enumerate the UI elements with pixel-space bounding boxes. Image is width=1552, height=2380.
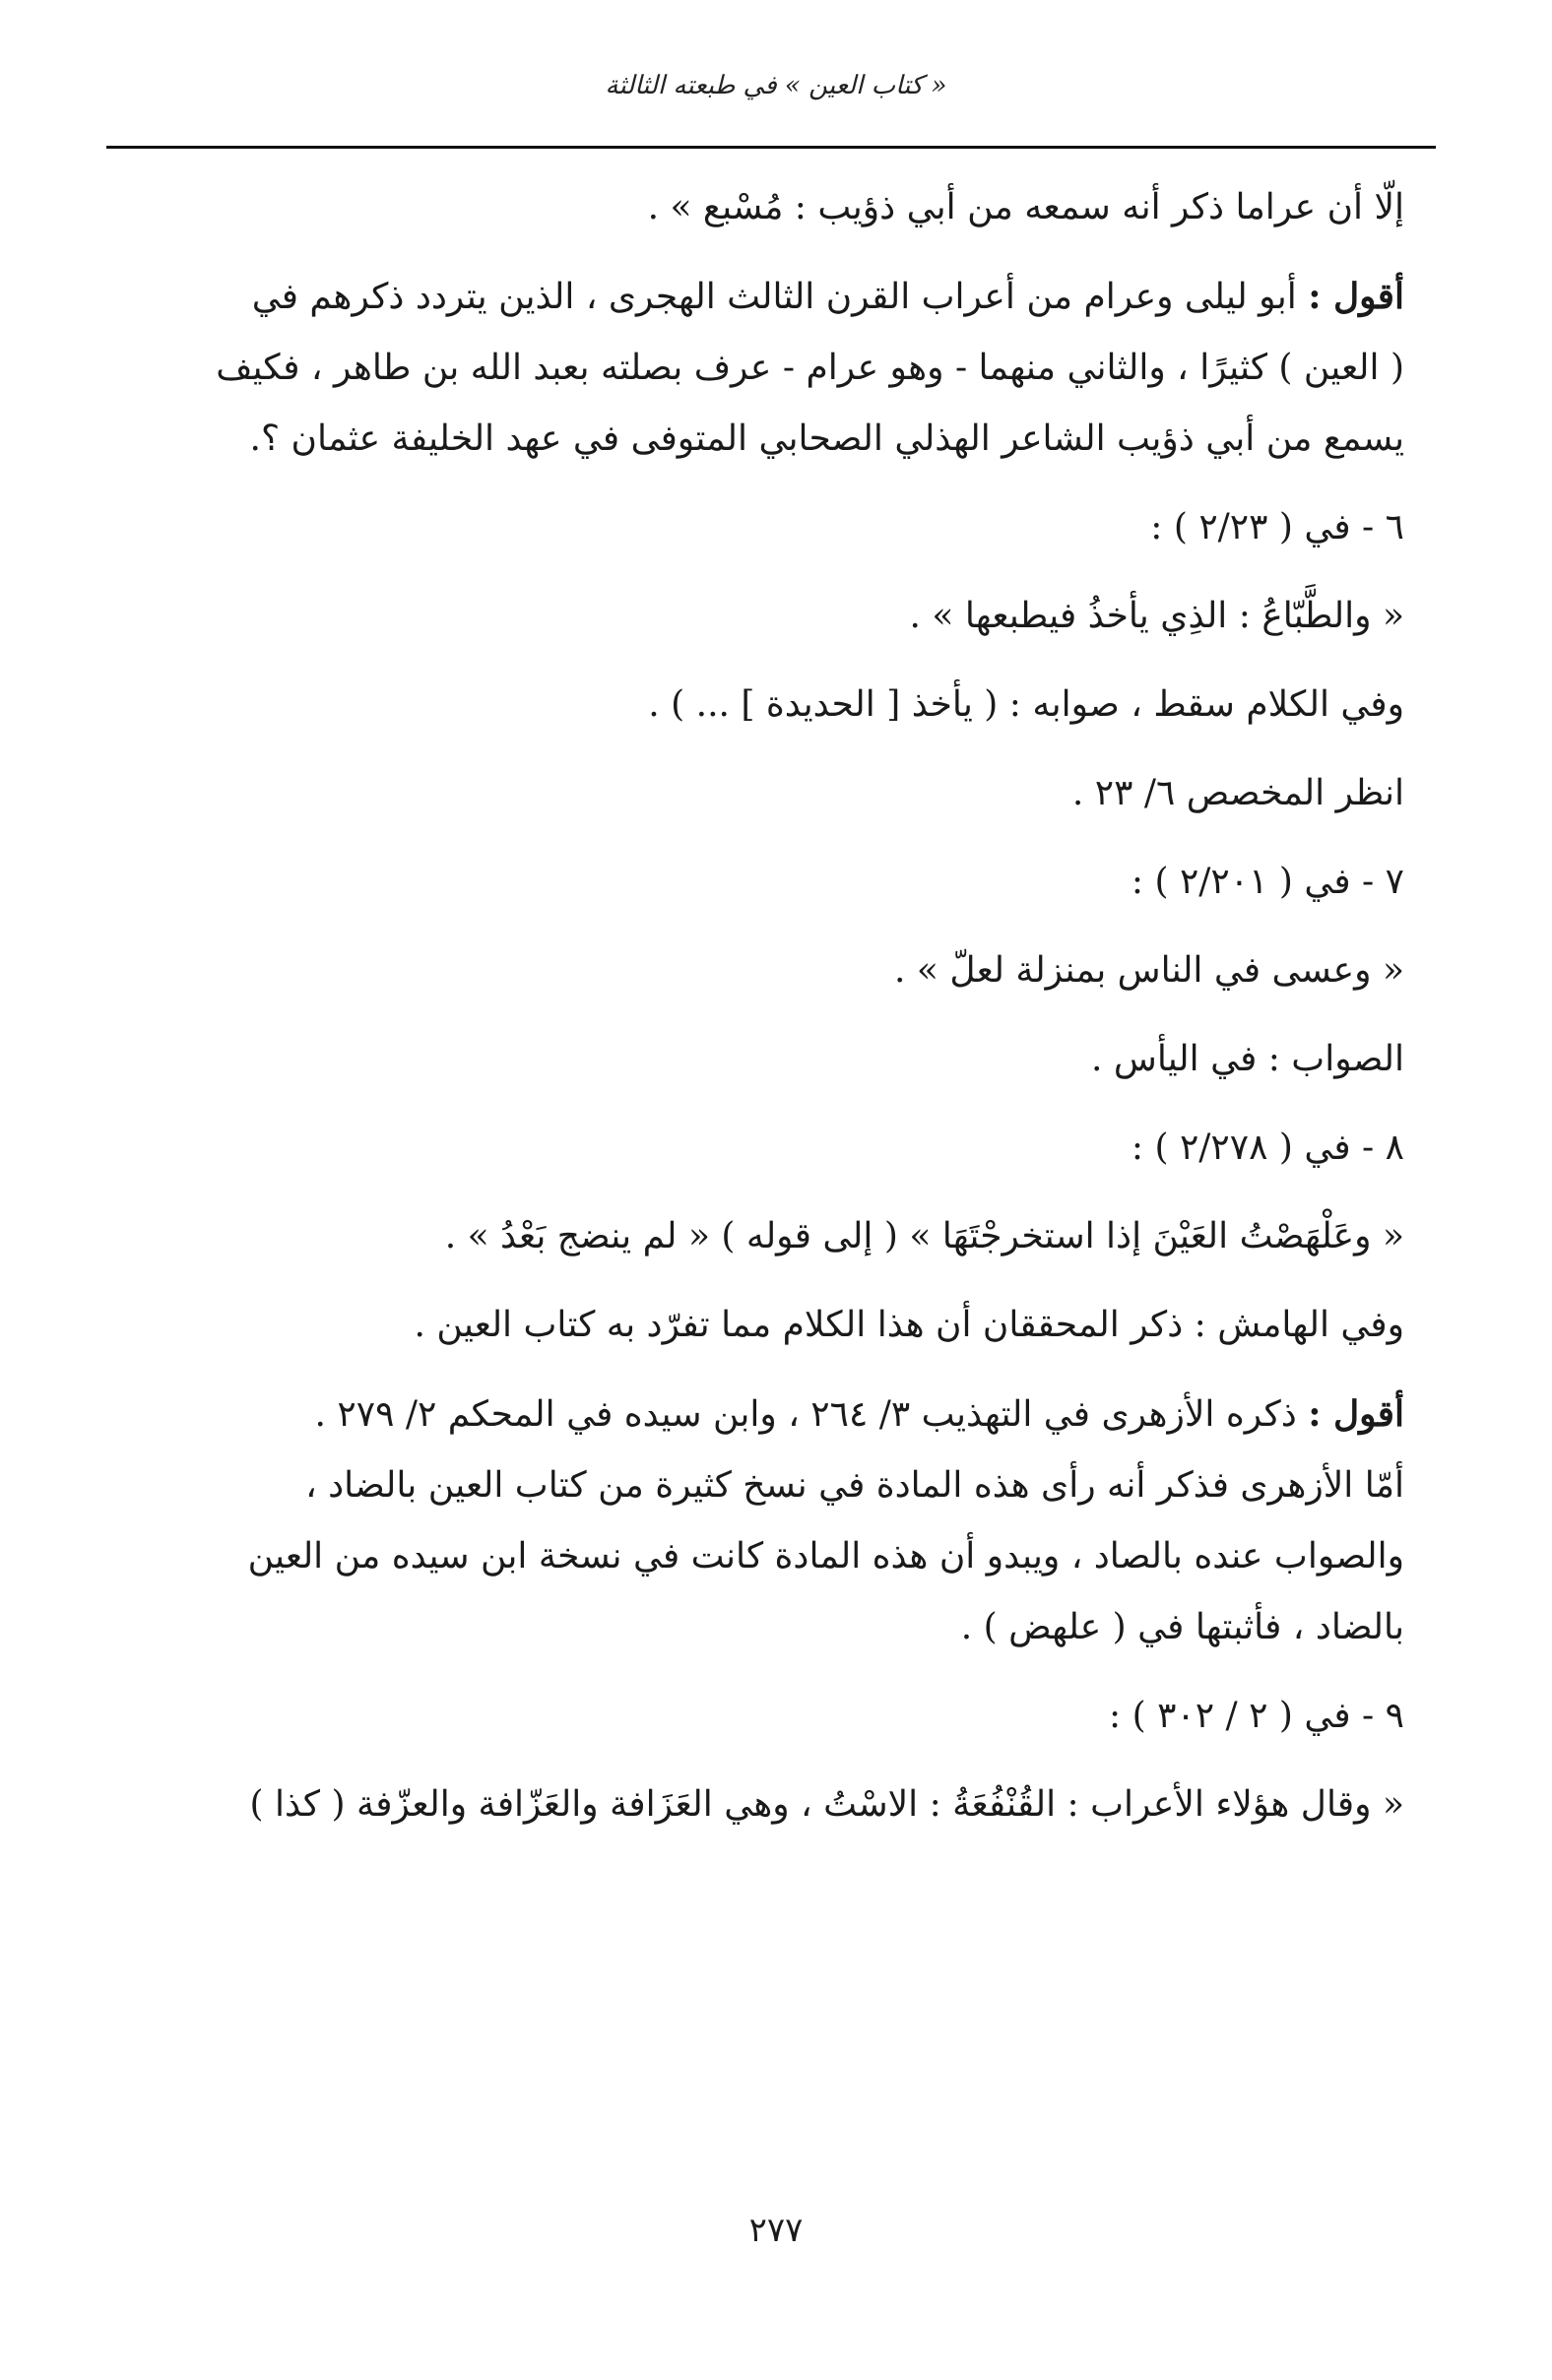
page-number: ٢٧٧ [748,2211,804,2250]
line-text: ذكره الأزهرى في التهذيب ٣/ ٢٦٤ ، وابن سيده في المحكم ٢/ ٢٧٩ . [314,1394,1297,1435]
note-line: وفي الكلام سقط ، صوابه : ( يأخذ [ الحديدة ] ... ) . [648,684,1404,725]
spacer [124,829,1404,847]
paragraph-aqool-2 [124,1379,1404,1663]
spacer [124,1272,1404,1290]
spacer [124,243,1404,261]
quote-line: « وعَلْهَصْتُ العَيْنَ إذا استخرجْتَهَا » ( إلى قوله ) « لم ينضج بَعْدُ » . [444,1216,1404,1256]
paragraph-aqool-1 [124,261,1404,475]
text-line: إلّا أن عراما ذكر أنه سمعه من أبي ذؤيب : مُسْبع » . [647,187,1404,227]
paragraph-line: يسمع من أبي ذؤيب الشاعر الهذلي الصحابي المتوفى في عهد الخليفة عثمان ؟. [249,418,1404,459]
quote-line: « وقال هؤلاء الأعراب : القُنْفُعَةُ : الاسْتُ ، وهي العَزَافة والعَزّافة والعزّفة ( كذا ) [249,1784,1404,1825]
paragraph-line: ( العين ) كثيرًا ، والثاني منهما - وهو عرام - عرف بصلته بعبد الله بن طاهر ، فكيف [216,348,1404,388]
running-header: « كتاب العين » في طبعته الثالثة [605,71,947,100]
quote-line: « والطَّبّاعُ : الذِي يأخذُ فيطبعها » . [909,596,1404,636]
spacer [124,652,1404,670]
spacer [124,1663,1404,1681]
quote-line: « وعسى في الناس بمنزلة لعلّ » . [894,950,1404,991]
spacer [124,1752,1404,1769]
reference-line: انظر المخصص ٦/ ٢٣ . [1071,773,1404,813]
spacer [124,475,1404,492]
spacer [124,563,1404,581]
spacer [124,1184,1404,1201]
spacer [124,1006,1404,1024]
spacer [124,740,1404,758]
lead-word: أقول : [1308,276,1404,317]
section-heading-8: ٨ - في ( ٢/٢٧٨ ) : [1131,1127,1404,1168]
spacer [124,1361,1404,1379]
header-rule [106,146,1436,149]
margin-note-line: وفي الهامش : ذكر المحققان أن هذا الكلام مما تفرّد به كتاب العين . [414,1305,1404,1345]
paragraph-line: والصواب عنده بالصاد ، ويبدو أن هذه المادة كانت في نسخة ابن سيده من العين [247,1536,1404,1576]
paragraph-line: بالضاد ، فأثبتها في ( علهض ) . [960,1607,1404,1647]
page-body [124,172,1404,1840]
line-text: أبو ليلى وعرام من أعراب القرن الثالث الهجرى ، الذين يتردد ذكرهم في [251,277,1297,317]
paragraph-line [124,261,1404,333]
paragraph-line: أمّا الأزهرى فذكر أنه رأى هذه المادة في نسخ كثيرة من كتاب العين بالضاد ، [305,1465,1404,1506]
section-heading-9: ٩ - في ( ٢ / ٣٠٢ ) : [1109,1696,1404,1736]
spacer [124,918,1404,935]
section-heading-7: ٧ - في ( ٢/٢٠١ ) : [1131,862,1404,902]
spacer [124,1095,1404,1113]
lead-word: أقول : [1308,1393,1404,1435]
correction-line: الصواب : في اليأس . [1091,1039,1404,1079]
section-heading-6: ٦ - في ( ٢/٢٣ ) : [1150,507,1404,547]
paragraph-line [124,1379,1404,1450]
